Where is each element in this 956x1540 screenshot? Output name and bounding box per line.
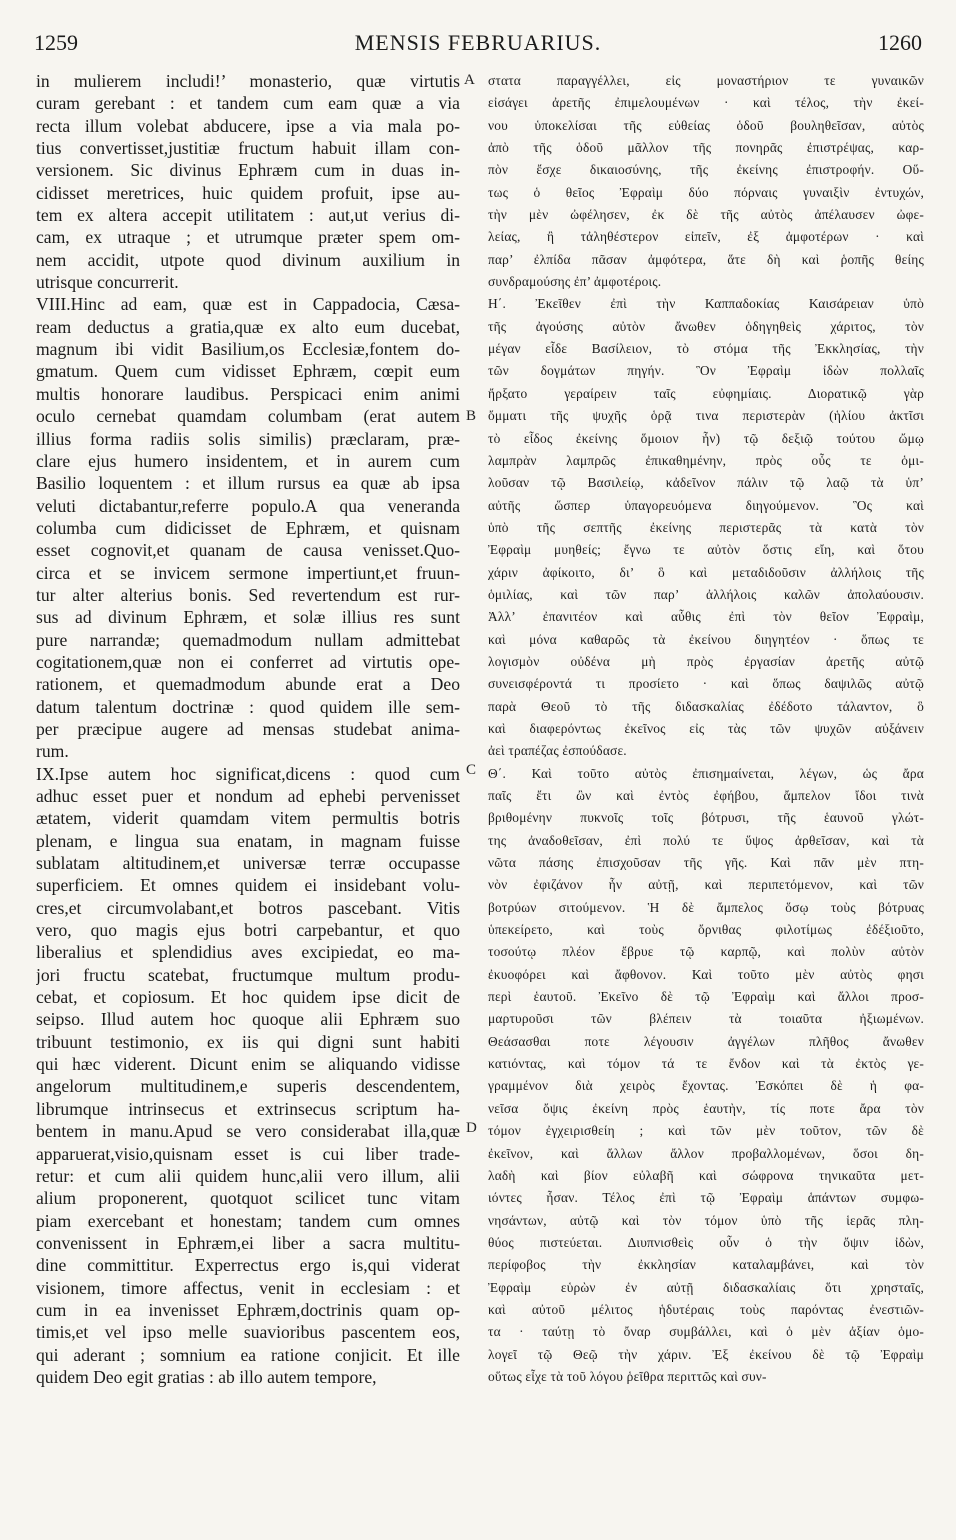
text-line: bentem in manu.Apud se vero considerabat illa,quæ (36, 1121, 460, 1142)
text-line: seipso. Illud autem hoc quoque alii Ephræm suo (36, 1009, 460, 1030)
text-line: ἐκεῖνον, καὶ ἄλλων ἄλλον προβαλλομένων, ὅσοι δη- (488, 1145, 924, 1161)
text-line: νὸν ἐφιζάνον ἦν αὐτῇ, καὶ περιπετόμενον, καὶ τῶν (488, 877, 924, 893)
text-line: λογισμὸν οὐδένα μὴ πρὸς ἐργασίαν ἀρετῆς αὐτῷ (488, 653, 924, 669)
text-line: στατα παραγγέλλει, εἰς μοναστήριον τε γυναικῶν (488, 73, 924, 88)
text-line: μαρτυροῦσι τῶν βλέπειν τὰ τοιαῦτα ἠξιωμένων. (488, 1011, 924, 1027)
text-line: cogitationem,quæ non ei conferret ad virtutis ope- (36, 651, 460, 672)
text-line: in mulierem includi!’ monasterio, quæ virtutis (36, 71, 460, 91)
text-line: cum in ea invenisset Ephræm,doctrinis quam op- (36, 1299, 460, 1320)
text-line: λαδὴ καὶ βίον εὐλαβῆ καὶ σώφρονα τηνικαῦτα μετ- (488, 1167, 924, 1183)
text-line: utrisque concurrerit. (36, 272, 179, 293)
text-line: λαμπρὰν λαμπρῶς ἐπικαθημένην, πρὸς οὖς τε ὁμι- (488, 452, 924, 468)
text-line: qui hæc viderent. Dicunt enim se aliquando vidisse (36, 1054, 460, 1075)
text-line: quidem Deo egit gratias : ab illo autem tempore, (36, 1366, 377, 1387)
text-line: τῶν δογμάτων πηγήν. Ὃν Ἐφραὶμ ἰδὼν πολλαῖς (488, 363, 924, 379)
text-line: ἤρξατο γεραίρειν ταῖς εὐφημίαις. Διορατικῷ γὰρ (488, 385, 924, 401)
text-line: pure narrandæ; quemadmodum nullam admittebat (36, 629, 460, 650)
text-line: βοτρύων σιτούμενον. Ἡ δὲ ἄμπελος ὅσῳ τοὺς βότρυας (488, 899, 924, 915)
text-line: vero, quo magis ejus botri carpebantur, et quo (36, 920, 460, 941)
text-line: νεῖσα ὄψις ἐκείνη πρὸς ἑαυτὴν, τίς ποτε ἄρα τὸν (488, 1100, 924, 1116)
text-line: παῖς ἔτι ὢν καὶ ἐντὸς ἐφήβου, ἄμπελον ἴδοι τινὰ (488, 788, 924, 803)
text-line: qui aderant ; somnium ea ratione conjicit. Et ille (36, 1344, 460, 1365)
text-line: nem accidit, utpote quod divinum auxilium in (36, 249, 460, 270)
text-line: οὕτως εἶχε τὰ τοῦ λόγου ῥεῖθρα περιττῶς καὶ συν- (488, 1368, 767, 1384)
text-line: ὑπὸ τῆς σεπτῆς ἐκείνης περιστερᾶς τὰ κατὰ τὸν (488, 519, 924, 535)
text-line: περὶ ἑαυτοῦ. Ἐκεῖνο δὲ τῷ Ἐφραὶμ καὶ ἄλλοι προσ- (488, 989, 924, 1005)
text-line: gmatum. Quem cum vidisset Ephræm, cœpit eum (36, 361, 460, 382)
page-number-right: 1260 (878, 30, 922, 55)
text-line: συνδραμούσης ἐπ’ ἀμφοτέροις. (488, 274, 662, 290)
text-line: ὁμιλίας, καὶ τῶν παρ’ ἀλλήλοις καλῶν ἀπολαύουσιν. (488, 586, 924, 602)
text-line: λογεῖ τῷ Θεῷ τὴν χάριν. Ἐξ ἐκείνου δὲ τῷ Ἐφραὶμ (488, 1346, 924, 1362)
text-line: retur: et cum alii quidem hunc,alii vero illum, alii (36, 1165, 460, 1186)
text-line: angelorum multitudinem,e superis descendentem, (36, 1076, 460, 1097)
text-line: ἐκυοφόρει καὶ ἄφθονον. Καὶ τοῦτο μὲν αὐτὸς φησι (488, 966, 924, 982)
text-line: timis,et vel ipso melle suavioribus pascentem eos, (36, 1322, 460, 1343)
text-line: apparuerat,visio,quisnam esset is cui liber trade- (36, 1143, 460, 1164)
text-line: adhuc esset puer et nondum ad ephebi pervenisset (36, 786, 460, 806)
text-line: tur alter alterius bonis. Sed revertendum est rur- (36, 584, 460, 605)
text-line: εἰσάγει ἀρετῆς ἐπιμελουμένων · καὶ τέλος, τὴν ἐκεί- (488, 95, 924, 111)
text-line: της ἀναδοθεῖσαν, ἐπὶ πολύ τε ὕψος ἀρθεῖσαν, καὶ τὰ (488, 832, 924, 848)
text-line: χάριν ἀφίκοιτο, δι’ ὃ καὶ μεταδιδοῦσιν ἀλλήλοις τῆς (488, 564, 924, 580)
text-line: versionem. Sic divinus Ephræm cum in duas in- (36, 160, 460, 181)
text-line: τὸ εἶδος ἐκείνης ὅμοιον ἦν) τῷ δεξιῷ τούτου ὤμῳ (488, 430, 924, 446)
text-line: νησάντων, αὐτῷ καὶ τὸν τόμον ὑπὸ τῆς ἱερᾶς πλη- (488, 1212, 924, 1228)
text-line: per præcipue augere ad mensas studebat anima- (36, 718, 460, 739)
text-line: αὐτῆς ὥσπερ ὑπαγορευόμενα διηγούμενον. Ὃς καὶ (488, 497, 924, 513)
text-line: recta illum volebat abducere, ipse a via mala po- (36, 115, 460, 136)
text-line: visionem, timore affectus, venit in ecclesiam : et (36, 1277, 460, 1298)
text-line: ream deductus a gratia,quæ ex alto eum ducebat, (36, 316, 460, 337)
text-line: συνεισφέροντά τι προσίετο · καὶ ὅπως δαψιλῶς αὐτῷ (488, 676, 924, 692)
text-line: cidisset meretrices, huic quidem profuit, ipse au- (36, 182, 460, 203)
text-line: liberalius et splendidius aves excipiedat, eo ma- (36, 942, 460, 963)
text-line: tribuunt testimonio, ex iis qui digni sunt habiti (36, 1031, 460, 1052)
margin-letter-b: B (466, 408, 477, 424)
text-line: ætatem, viderit quamdam vitem permultis botris (36, 808, 460, 829)
text-line: Ἐφραὶμ μυηθείς; ἔγνω τε αὐτὸν ὅστις εἴη, καὶ ὅτου (488, 542, 924, 558)
text-line: ἀπὸ τῆς ὁδοῦ μᾶλλον τῆς πονηρᾶς ἐπιστρέψας, καρ- (488, 140, 924, 156)
text-line: IX.Ipse autem hoc significat,dicens : quod cum (36, 763, 460, 784)
text-line: πὸν ἔσχε δικαιοσύνης, τῆς ἐκείνης ἐπιστροφήν. Οὕ- (488, 162, 924, 178)
text-line: oculo cernebat quamdam columbam (erat autem (36, 406, 460, 427)
text-line: τὴν μὲν ὠφέλησεν, ἐκ δὲ τῆς αὐτὸς ἀπέλαυσεν ὠφε- (488, 207, 924, 223)
text-line: VIII.Hinc ad eam, quæ est in Cappadocia, Cæsa- (36, 294, 460, 315)
page-header (28, 30, 928, 66)
text-line: Basilio loquentem : et illum rursus ea quæ ab ipsa (36, 473, 460, 494)
text-line: esset cognovit,et quanam de causa venisset.Quo- (36, 540, 460, 561)
text-line: Η΄. Ἐκεῖθεν ἐπὶ τὴν Καππαδοκίας Καισάρειαν ὑπὸ (488, 296, 924, 312)
text-line: Θεάσασθαι ποτε λέγουσιν ἀγγέλων πλῆθος ἄνωθεν (488, 1033, 924, 1049)
text-line: λείας, ἢ τἀληθέστερον εἰπεῖν, ἐξ ἀμφοτέρων · καὶ (488, 229, 924, 245)
text-line: καὶ μόνα καθαρῶς τὰ ἐκείνου διηγητέον · ὅπως τε (488, 631, 924, 647)
text-line: jori fructu scatebat, fructumque multum produ- (36, 964, 460, 985)
margin-letter-d: D (466, 1120, 477, 1136)
text-line: καὶ αὐτοῦ μέλιτος ἡδυτέραις τοὺς παρόντας ἐνεστιῶν- (488, 1301, 924, 1317)
text-line: βριθομένην πυκνοῖς τοῖς βότρυσι, τῆς ἑαυνοῦ γλώτ- (488, 810, 924, 826)
text-line: τοσούτῳ πλέον ἔβρυε τῷ καρπῷ, καὶ πολὺν αὐτὸν (488, 944, 924, 960)
text-line: cam, ex utraque ; et utrumque præter spem om- (36, 227, 460, 248)
text-line: νῶτα πάσης ἐπισχοῦσαν τῆς γῆς. Καὶ πᾶν μὲν πτη- (488, 855, 924, 871)
text-line: Θ΄. Καὶ τοῦτο αὐτὸς ἐπισημαίνεται, λέγων, ὡς ἄρα (488, 765, 924, 781)
text-line: cres,et circumvolabant,et botros pascebant. Vitis (36, 897, 460, 918)
text-line: alium proponerent, quotquot scilicet tunc vitam (36, 1188, 460, 1209)
text-line: λοῦσαν τῷ Βασιλείῳ, κἀδεῖνον πάλιν τῷ λαῷ τὰ ὑπ’ (488, 475, 924, 491)
margin-letter-c: C (466, 762, 477, 778)
text-line: περίφοβος τὴν ἐκκλησίαν καταλαμβάνει, καὶ τὸν (488, 1257, 924, 1273)
text-line: multis honorare laudibus. Perspicaci enim animi (36, 383, 460, 404)
text-line: piam exercebant et honestam; tandem cum omnes (36, 1210, 460, 1231)
text-line: τως ὁ θεῖος Ἐφραὶμ δύο πόρναις γυναιξὶν ἐντυχών, (488, 184, 924, 200)
text-line: clare ejus humero insidentem, et in aurem cum (36, 450, 460, 471)
text-line: magnum ibi vidit Basilium,os Ecclesiæ,fontem do- (36, 339, 460, 360)
text-line: illius forma radiis solis similis) præclaram, præ- (36, 428, 460, 449)
page-number-left: 1259 (34, 30, 78, 55)
text-line: τόμον ἐγχειρισθείη ; καὶ τῶν μὲν τοῦτον, τῶν δὲ (488, 1123, 924, 1139)
text-line: καὶ διαφερόντως ἐκεῖνος εἰς τὰς τῶν ψυχῶν αὐξάνειν (488, 720, 924, 736)
text-line: παρὰ Θεοῦ τὸ τῆς διδασκαλίας ἐδέδοτο τάλαντον, ὃ (488, 698, 924, 714)
text-line: ιόντες ἦσαν. Τέλος ἐπὶ τῷ Ἐφραὶμ ἁπάντων συμφω- (488, 1190, 924, 1206)
margin-letter-a: A (464, 72, 475, 88)
text-line: superficiem. Et omnes quidem ei insidebant volu- (36, 875, 460, 896)
text-line: κατιόντας, καὶ τόμον τά τε ἔνδον καὶ τὰ ἐκτὸς γε- (488, 1056, 924, 1072)
text-line: datum talentum doctrinæ : quod quidem ille sem- (36, 696, 460, 717)
text-line: convenissent in Ephræm,ei liber a sacra multitu- (36, 1232, 460, 1253)
text-line: ὑπεκείρετο, καὶ τοὺς ὄρνιθας φιλοτίμως ἐδέξιοῦτο, (488, 922, 924, 938)
text-line: θύος πιστεύεται. Διυπνισθεὶς οὖν ὁ τὴν ὄψιν ἰδὼν, (488, 1234, 924, 1250)
text-line: Ἐφραὶμ εὑρὼν ἐν αὐτῇ διδασκαλίαις ὅτι χρησταῖς, (488, 1279, 924, 1295)
text-line: tem ex altera accepit utilitatem : aut,ut verius di- (36, 205, 460, 226)
text-line: τα · ταύτῃ τὸ ὄναρ συμβάλλει, καὶ ὁ μὲν ἀξίαν ὁμο- (488, 1324, 924, 1340)
text-line: Ἀλλ’ ἐπανιτέον καὶ αὖθις ἐπὶ τὸν θεῖον Ἐφραὶμ, (488, 609, 924, 625)
text-line: plenam, e lingua sua enatam, in magnam fuisse (36, 830, 460, 851)
text-line: veluti dictabantur,referre populo.A qua veneranda (36, 495, 460, 516)
text-line: νου ὑποκελίσαι τῆς εὐθείας ὁδοῦ βουληθεῖσαν, αὐτὸς (488, 117, 924, 133)
text-line: μέγαν εἶδε Βασίλειον, τὸ στόμα τῆς Ἐκκλησίας, τὴν (488, 341, 924, 357)
text-line: cebat, et copiosum. Et hoc quidem ipse dicit de (36, 987, 460, 1008)
text-line: τῆς ἀγούσης αὐτὸν ἄνωθεν ὁδηγηθεὶς χάριτος, τὸν (488, 318, 924, 334)
text-line: ἀεὶ τραπέζας ἐσπούδασε. (488, 743, 627, 759)
text-line: tius convertisset,justitiæ fructum habuit illam con- (36, 138, 460, 159)
text-line: παρ’ ἐλπίδα πᾶσαν ἀμφότερα, ἅτε δὴ καὶ ῥοπῆς θείης (488, 251, 924, 267)
running-title: MENSIS FEBRUARIUS. (354, 30, 602, 55)
text-line: sus ad divinum Ephræm, et solæ illius res sunt (36, 607, 460, 628)
text-line: γραμμένον διὰ χειρὸς ἔχοντας. Ἐσκόπει δὲ ἡ φα- (488, 1078, 924, 1094)
text-line: columba cum didicisset de Ephræm, et quisnam (36, 517, 460, 538)
text-line: ὄμματι τῆς ψυχῆς ὁρᾷ τινα περιστερὰν (ἡλίου ἀκτῖσι (488, 408, 924, 424)
text-line: dine committitur. Experrectus ergo is,qui viderat (36, 1255, 460, 1276)
text-line: rum. (36, 741, 69, 762)
text-line: circa et se invicem sermone impertiunt,et fruun- (36, 562, 460, 583)
greek-column (488, 70, 924, 1520)
text-line: sublatam altitudinem,et universæ terræ occupasse (36, 853, 460, 874)
text-line: librumque intrinsecus et extrinsecus scriptum ha- (36, 1098, 460, 1119)
text-line: rationem, et quemadmodum abunde erat a Deo (36, 674, 460, 695)
latin-column (36, 70, 460, 1520)
text-line: curam gerebant : et tandem cum eam quæ a via (36, 93, 460, 114)
